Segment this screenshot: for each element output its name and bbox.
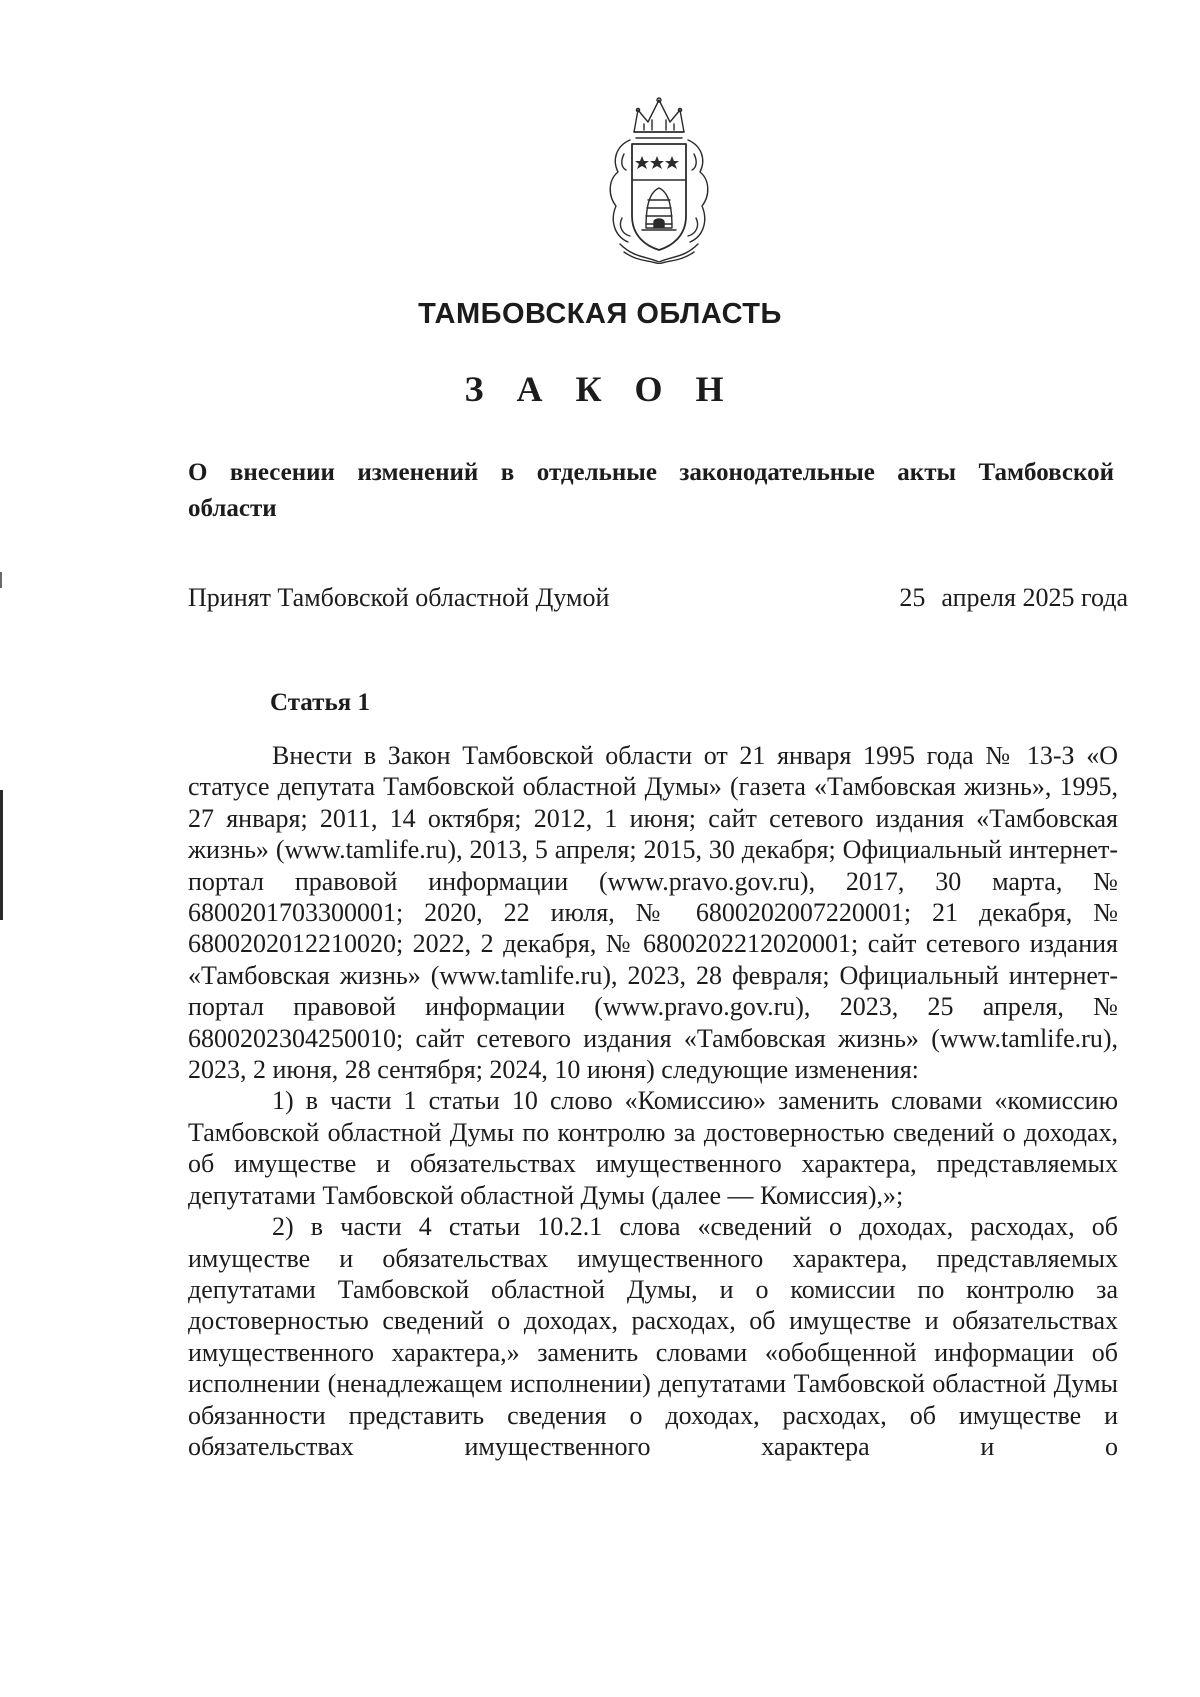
region-title: ТАМБОВСКАЯ ОБЛАСТЬ: [418, 298, 782, 330]
adoption-day: 25: [899, 583, 926, 612]
scan-edge-mark: [0, 790, 3, 920]
article-paragraph: 2) в части 4 статьи 10.2.1 слова «сведений о доходах, расходах, об имуществе и обязательствах имущественного характера, представляемых депутатами Тамбовской областной Думы, и о комиссии по контролю за достоверностью сведений о доходах, расходах, об имуществе и обязательствах имущественного характера,» заменить словами «обобщенной информации об исполнении (ненадлежащем исполнении) депутатами Тамбовской областной Думы обязанности представить сведения о доходах, расходах, об имуществе и обязательствах имущественного характера и о: [188, 1212, 1118, 1461]
tambov-coat-of-arms-icon: [594, 96, 724, 264]
adoption-line: [188, 583, 1128, 619]
article-heading: Статья 1: [270, 689, 370, 716]
adoption-month-year: апреля 2025 года: [941, 583, 1128, 612]
article-paragraph: Внести в Закон Тамбовской области от 21 января 1995 года № 13-З «О статусе депутата Тамбовской областной Думы» (газета «Тамбовская жизнь», 1995, 27 января; 2011, 14 октября; 2012, 1 июня; сайт сетевого издания «Тамбовская жизнь» (www.tamlife.ru), 2013, 5 апреля; 2015, 30 декабря; Официальный интернет-портал правовой информации (www.pravo.gov.ru), 2017, 30 марта, № 6800201703300001; 2020, 22 июля, № 6800202007220001; 21 декабря, № 6800202012210020; 2022, 2 декабря, № 6800202212020001; сайт сетевого издания «Тамбовская жизнь» (www.tamlife.ru), 2023, 28 февраля; Официальный интернет-портал правовой информации (www.pravo.gov.ru), 2023, 25 апреля, № 6800202304250010; сайт сетевого издания «Тамбовская жизнь» (www.tamlife.ru), 2023, 2 июня, 28 сентября; 2024, 10 июня) следующие изменения:: [188, 741, 1118, 1085]
scan-edge-mark: [0, 572, 2, 588]
article-paragraph: 1) в части 1 статьи 10 слово «Комиссию» заменить словами «комиссию Тамбовской областной Думы по контролю за достоверностью сведений о доходах, об имуществе и обязательствах имущественного характера, представляемых депутатами Тамбовской областной Думы (далее — Комиссия),»;: [188, 1086, 1118, 1210]
article-body: [188, 740, 1118, 1462]
adoption-date: [899, 583, 1128, 613]
document-type-title: З А К О Н: [464, 369, 736, 409]
law-subject-title: О внесении изменений в отдельные законодательные акты Тамбовской области: [188, 459, 1114, 522]
adopting-body: Принят Тамбовской областной Думой: [188, 583, 610, 612]
